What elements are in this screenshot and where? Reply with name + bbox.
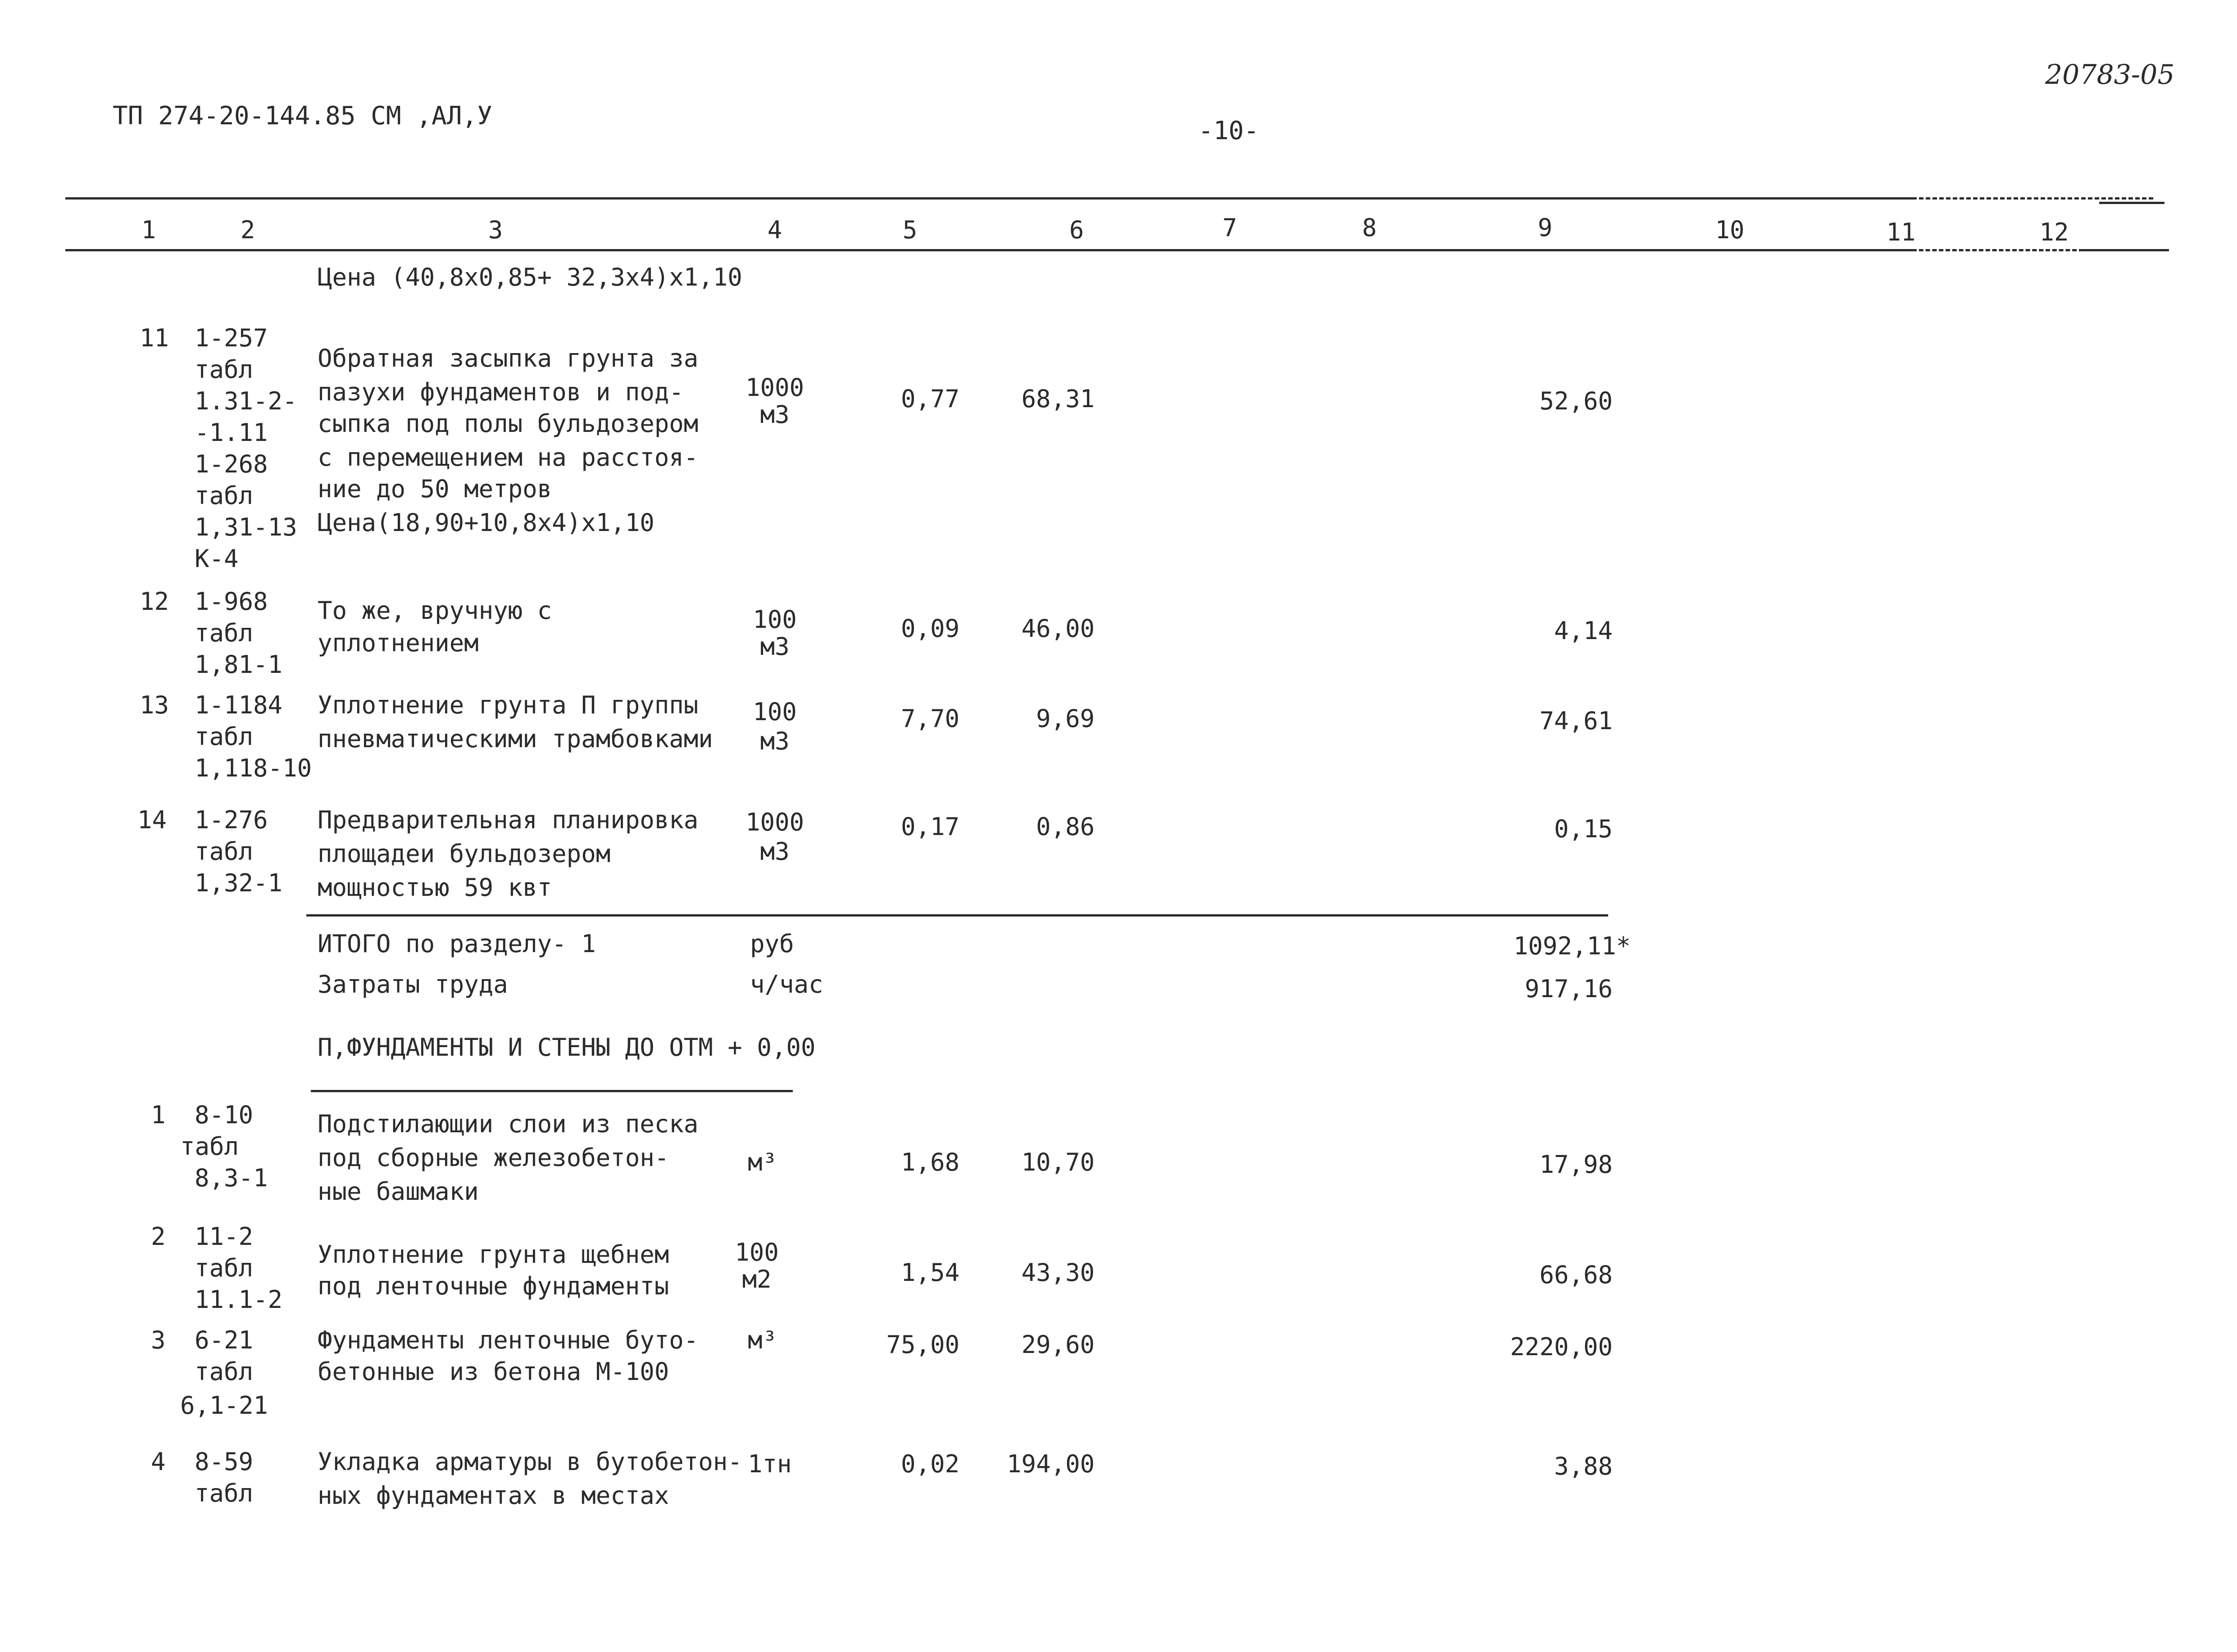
row-number: 14 <box>137 806 167 834</box>
column-header-7: 7 <box>1222 213 1237 242</box>
row-unit: 100 <box>753 698 797 726</box>
row-total: 74,61 <box>1539 707 1613 735</box>
row-unit-measure: м3 <box>760 632 790 661</box>
row-unit-measure: м3 <box>760 400 790 429</box>
column-header-10: 10 <box>1715 216 1745 244</box>
header-bottom-rule-end <box>2083 249 2169 251</box>
row-number: 2 <box>151 1222 166 1251</box>
header-top-rule <box>65 197 1917 200</box>
row-price: 10,70 <box>1021 1148 1095 1176</box>
row-quantity: 1,68 <box>900 1148 959 1176</box>
row-price: 68,31 <box>1021 385 1095 413</box>
archive-stamp: 20783-05 <box>2045 59 2175 91</box>
header-top-rule-tail <box>1919 197 2153 200</box>
price-note: Цена (40,8х0,85+ 32,3х4)х1,10 <box>318 263 742 291</box>
column-header-4: 4 <box>767 216 782 244</box>
row-unit-measure: м3 <box>760 837 790 866</box>
header-bottom-rule <box>65 249 1912 251</box>
column-header-2: 2 <box>240 216 255 244</box>
labor-cost-unit: ч/час <box>750 970 823 998</box>
row-price: 0,86 <box>1036 812 1095 841</box>
row-quantity: 0,02 <box>900 1450 959 1478</box>
row-price: 43,30 <box>1021 1258 1095 1287</box>
row-total: 0,15 <box>1554 815 1613 843</box>
column-header-11: 11 <box>1886 218 1916 246</box>
section-total-unit: руб <box>750 930 794 958</box>
row-price: 46,00 <box>1021 614 1095 643</box>
row-quantity: 1,54 <box>900 1258 959 1287</box>
row-total: 2220,00 <box>1510 1333 1613 1361</box>
row-price: 29,60 <box>1021 1330 1095 1359</box>
row-number: 4 <box>151 1448 166 1476</box>
row-number: 13 <box>140 691 169 719</box>
column-header-6: 6 <box>1069 216 1084 244</box>
column-header-3: 3 <box>488 216 503 244</box>
column-header-12: 12 <box>2039 218 2069 246</box>
subtotal-rule <box>306 914 1608 917</box>
row-unit: 100 <box>753 605 797 634</box>
row-total: 52,60 <box>1539 387 1613 415</box>
row-unit-measure: м2 <box>742 1265 772 1293</box>
row-total: 17,98 <box>1539 1150 1613 1179</box>
page-number: -10- <box>1198 116 1259 145</box>
row-total: 66,68 <box>1539 1261 1613 1289</box>
row-quantity: 0,77 <box>900 385 959 413</box>
row-price: 194,00 <box>1006 1450 1095 1478</box>
column-header-1: 1 <box>141 216 156 244</box>
row-price: 9,69 <box>1036 704 1095 733</box>
row-unit: 100 <box>735 1238 779 1266</box>
section-total-label: ИТОГО по разделу- 1 <box>318 930 596 958</box>
column-header-5: 5 <box>902 216 918 244</box>
section-title-rule <box>311 1090 793 1092</box>
row-number: 12 <box>140 587 169 616</box>
row-number: 11 <box>140 324 169 352</box>
section-title: П,ФУНДАМЕНТЫ И СТЕНЫ ДО ОТМ + 0,00 <box>318 1033 816 1062</box>
row-quantity: 75,00 <box>886 1330 959 1359</box>
row-quantity: 0,09 <box>900 614 959 643</box>
row-unit: 1000 <box>745 808 805 836</box>
labor-cost-value: 917,16 <box>1524 975 1613 1003</box>
section-total-value: 1092,11* <box>1513 932 1631 960</box>
row-number: 3 <box>151 1326 166 1354</box>
row-quantity: 0,17 <box>900 812 959 841</box>
labor-cost-label: Затраты труда <box>318 970 508 998</box>
row-quantity: 7,70 <box>900 704 959 733</box>
row-total: 4,14 <box>1554 617 1613 645</box>
document-code: ТП 274-20-144.85 СМ ,АЛ,У <box>113 101 492 131</box>
row-number: 1 <box>151 1101 166 1129</box>
header-bottom-rule-tail <box>1912 249 2083 251</box>
row-unit: м³ <box>748 1326 777 1354</box>
row-total: 3,88 <box>1554 1452 1613 1480</box>
row-unit: м³ <box>748 1148 777 1176</box>
column-header-8: 8 <box>1362 213 1377 242</box>
header-top-rule-end <box>2099 202 2164 204</box>
row-unit: 1000 <box>745 373 805 402</box>
column-header-9: 9 <box>1537 213 1553 242</box>
row-unit: 1тн <box>748 1450 792 1478</box>
row-unit-measure: м3 <box>760 727 790 755</box>
